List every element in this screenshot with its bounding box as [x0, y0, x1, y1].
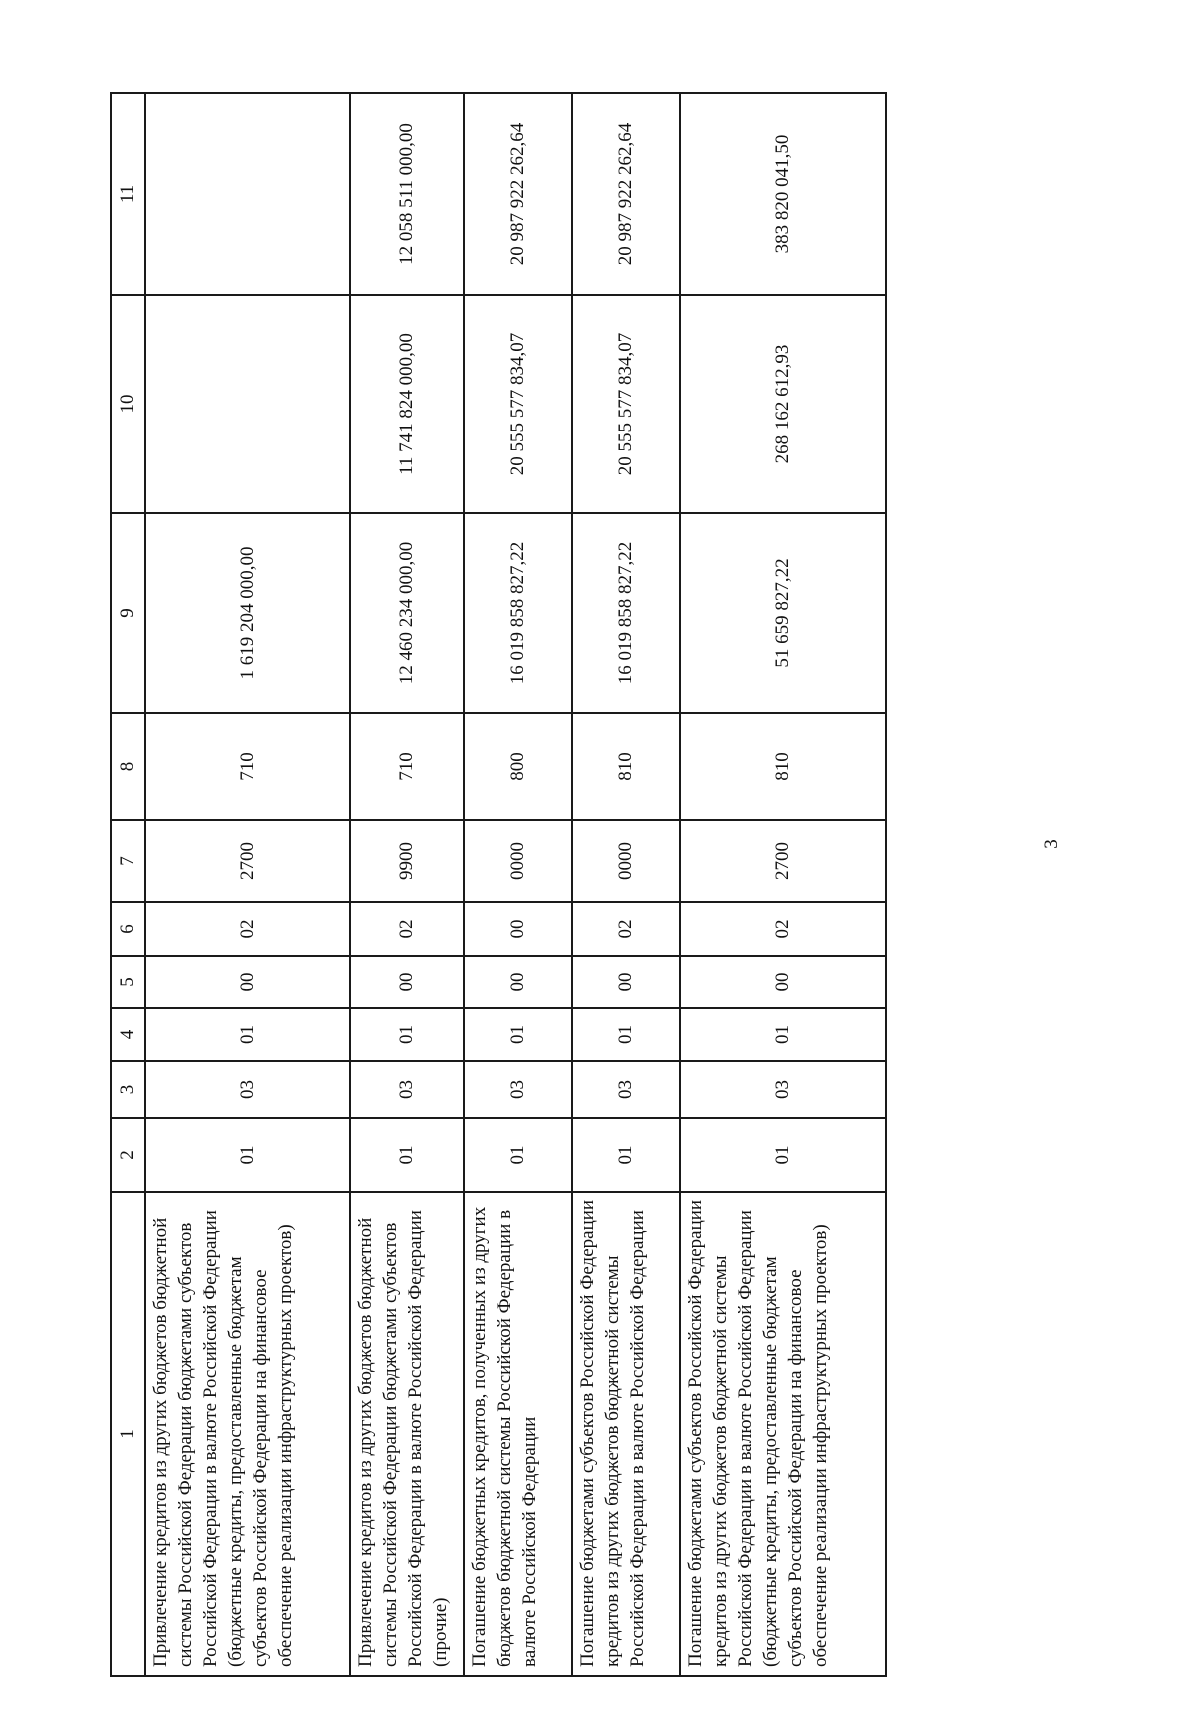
table-row: [464, 93, 572, 1676]
code-cell: 00: [572, 956, 680, 1008]
code-cell: 02: [350, 902, 464, 956]
amount-cell: 20 987 922 262,64: [572, 93, 680, 295]
code-cell: 01: [145, 1118, 350, 1192]
column-header: 6: [111, 902, 145, 956]
code-cell: 01: [350, 1008, 464, 1061]
code-cell: 00: [680, 956, 886, 1008]
code-cell: 710: [350, 713, 464, 820]
amount-cell: 11 741 824 000,00: [350, 295, 464, 513]
code-cell: 00: [464, 956, 572, 1008]
amount-cell: 16 019 858 827,22: [572, 513, 680, 713]
row-description: Погашение бюджетами субъектов Российской Федерации кредитов из других бюджетов бюджетной системы Российской Федерации в валюте Российской Федерации (бюджетные кредиты, предоставленные бюджетам субъектов Российской Федерации на финансовое обеспечение реализации инфраструктурных проектов): [680, 1192, 886, 1676]
amount-cell: 1 619 204 000,00: [145, 513, 350, 713]
code-cell: 01: [464, 1008, 572, 1061]
code-cell: 800: [464, 713, 572, 820]
column-header: 9: [111, 513, 145, 713]
code-cell: 01: [145, 1008, 350, 1061]
row-description: Привлечение кредитов из других бюджетов бюджетной системы Российской Федерации бюджетами субъектов Российской Федерации в валюте Российской Федерации (прочие): [350, 1192, 464, 1676]
amount-cell: 383 820 041,50: [680, 93, 886, 295]
column-header: 1: [111, 1192, 145, 1676]
code-cell: 0000: [464, 820, 572, 902]
code-cell: 0000: [572, 820, 680, 902]
code-cell: 03: [350, 1061, 464, 1118]
column-header: 8: [111, 713, 145, 820]
code-cell: 03: [145, 1061, 350, 1118]
code-cell: 01: [680, 1118, 886, 1192]
code-cell: 00: [350, 956, 464, 1008]
table-row: [145, 93, 350, 1676]
column-header: 11: [111, 93, 145, 295]
amount-cell: 51 659 827,22: [680, 513, 886, 713]
row-description: Привлечение кредитов из других бюджетов бюджетной системы Российской Федерации бюджетами субъектов Российской Федерации в валюте Российской Федерации (бюджетные кредиты, предоставленные бюджетам субъектов Российской Федерации на финансовое обеспечение реализации инфраструктурных проектов): [145, 1192, 350, 1676]
code-cell: 810: [680, 713, 886, 820]
code-cell: 03: [464, 1061, 572, 1118]
amount-cell: [145, 295, 350, 513]
code-cell: 9900: [350, 820, 464, 902]
code-cell: 2700: [145, 820, 350, 902]
header-row: [111, 93, 145, 1676]
code-cell: 02: [145, 902, 350, 956]
code-cell: 810: [572, 713, 680, 820]
column-header: 4: [111, 1008, 145, 1061]
page-number: 3: [1041, 839, 1062, 849]
code-cell: 2700: [680, 820, 886, 902]
code-cell: 02: [572, 902, 680, 956]
row-description: Погашение бюджетами субъектов Российской Федерации кредитов из других бюджетов бюджетной системы Российской Федерации в валюте Российской Федерации: [572, 1192, 680, 1676]
code-cell: 01: [572, 1008, 680, 1061]
column-header: 10: [111, 295, 145, 513]
amount-cell: [145, 93, 350, 295]
budget-table: [110, 92, 887, 1677]
amount-cell: 16 019 858 827,22: [464, 513, 572, 713]
amount-cell: 12 058 511 000,00: [350, 93, 464, 295]
code-cell: 03: [680, 1061, 886, 1118]
amount-cell: 20 555 577 834,07: [572, 295, 680, 513]
amount-cell: 12 460 234 000,00: [350, 513, 464, 713]
column-header: 7: [111, 820, 145, 902]
code-cell: 710: [145, 713, 350, 820]
column-header: 3: [111, 1061, 145, 1118]
code-cell: 01: [350, 1118, 464, 1192]
code-cell: 00: [145, 956, 350, 1008]
code-cell: 02: [680, 902, 886, 956]
code-cell: 03: [572, 1061, 680, 1118]
table-row: [680, 93, 886, 1676]
table-row: [350, 93, 464, 1676]
column-header: 2: [111, 1118, 145, 1192]
column-header: 5: [111, 956, 145, 1008]
code-cell: 01: [464, 1118, 572, 1192]
code-cell: 01: [680, 1008, 886, 1061]
amount-cell: 20 987 922 262,64: [464, 93, 572, 295]
amount-cell: 20 555 577 834,07: [464, 295, 572, 513]
amount-cell: 268 162 612,93: [680, 295, 886, 513]
table-row: [572, 93, 680, 1676]
code-cell: 01: [572, 1118, 680, 1192]
code-cell: 00: [464, 902, 572, 956]
row-description: Погашение бюджетных кредитов, полученных из других бюджетов бюджетной системы Российской Федерации в валюте Российской Федерации: [464, 1192, 572, 1676]
